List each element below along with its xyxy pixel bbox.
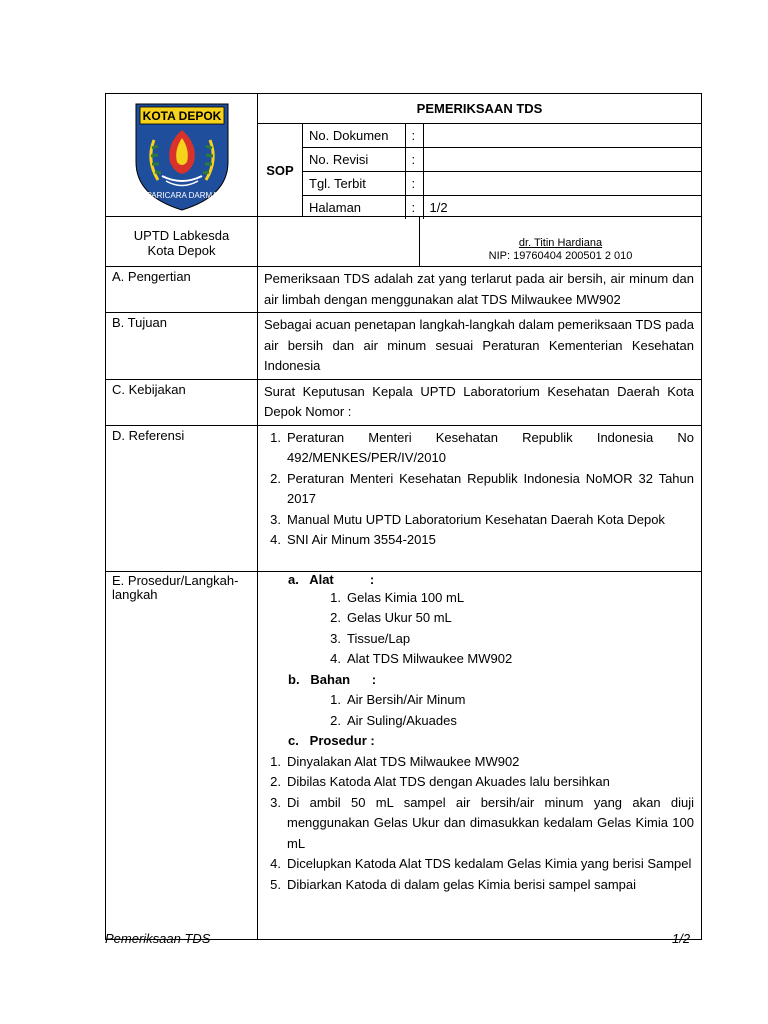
kota-depok-logo — [132, 100, 232, 212]
sop-label: SOP — [258, 124, 303, 216]
meta-label: Halaman — [303, 196, 405, 220]
footer-page-number: 1/2 — [672, 931, 691, 946]
section-label-pengertian: A. Pengertian — [106, 267, 258, 313]
meta-row — [303, 172, 701, 196]
meta-label: Tgl. Terbit — [303, 172, 405, 196]
logo-title-text: KOTA DEPOK — [142, 109, 221, 123]
sop-document — [105, 93, 702, 940]
list-item: 1. Air Bersih/Air Minum — [330, 692, 466, 708]
org-city: Kota Depok — [147, 243, 216, 258]
meta-sep: : — [405, 196, 423, 220]
meta-value — [423, 172, 701, 196]
alat-heading: a. Alat : — [288, 571, 375, 587]
signature-cell — [420, 217, 702, 267]
meta-label: No. Revisi — [303, 148, 405, 172]
bahan-list — [258, 690, 694, 731]
section-text-kebijakan: Surat Keputusan Kepala UPTD Laboratorium Kesehatan Daerah Kota Depok Nomor : — [258, 379, 702, 425]
meta-sep: : — [405, 172, 423, 196]
bahan-heading: b. Bahan : — [288, 671, 377, 687]
meta-value — [423, 124, 701, 148]
signer-nip: NIP: 19760404 200501 2 010 — [488, 250, 633, 262]
list-item: 4. Alat TDS Milwaukee MW902 — [330, 651, 513, 666]
footer-title: Pemeriksaan TDS — [105, 931, 211, 946]
list-item: 3. Manual Mutu UPTD Laboratorium Kesehatan Daerah Kota Depok — [270, 511, 665, 527]
section-prosedur-content — [258, 571, 702, 939]
list-item: 2. Peraturan Menteri Kesehatan Republik Indonesia NoMOR 32 Tahun 2017 — [270, 470, 694, 506]
section-label-kebijakan: C. Kebijakan — [106, 379, 258, 425]
logo-cell — [106, 94, 258, 217]
organization-cell — [106, 217, 258, 267]
list-item: 1. Peraturan Menteri Kesehatan Republik Indonesia No 492/MENKES/PER/IV/2010 — [270, 429, 694, 465]
alat-list — [258, 588, 694, 670]
list-item: 3. Tissue/Lap — [330, 630, 411, 646]
meta-label: No. Dokumen — [303, 124, 405, 148]
list-item: 5. Dibiarkan Katoda di dalam gelas Kimia berisi sampel sampai — [270, 876, 637, 892]
approval-blank-cell — [258, 217, 420, 267]
section-label-prosedur: E. Prosedur/Langkah-langkah — [106, 571, 258, 939]
meta-value: 1/2 — [423, 196, 701, 220]
section-label-referensi: D. Referensi — [106, 425, 258, 571]
meta-row — [303, 124, 701, 148]
meta-sep: : — [405, 124, 423, 148]
list-item: 4. Dicelupkan Katoda Alat TDS kedalam Gelas Kimia yang berisi Sampel — [270, 856, 692, 872]
list-item: 1. Gelas Kimia 100 mL — [330, 589, 465, 605]
list-item: 2. Gelas Ukur 50 mL — [330, 610, 452, 625]
section-referensi-list — [258, 425, 702, 571]
meta-row — [303, 148, 701, 172]
list-item: 4. SNI Air Minum 3554-2015 — [270, 532, 436, 547]
section-label-tujuan: B. Tujuan — [106, 313, 258, 380]
meta-sep: : — [405, 148, 423, 172]
prosedur-heading: c. Prosedur : — [288, 733, 375, 749]
section-text-tujuan: Sebagai acuan penetapan langkah-langkah dalam pemeriksaan TDS pada air bersih dan air minum sesuai Peraturan Kementerian Kesehatan Indonesia — [258, 313, 702, 380]
signer-name: dr. Titin Hardiana — [518, 237, 603, 249]
prosedur-steps — [258, 752, 694, 896]
meta-row — [303, 196, 701, 220]
page-title: PEMERIKSAAN TDS — [258, 94, 701, 124]
org-name: UPTD Labkesda — [133, 228, 230, 243]
list-item: 2. Dibilas Katoda Alat TDS dengan Akuades lalu bersihkan — [270, 774, 610, 790]
list-item: 1. Dinyalakan Alat TDS Milwaukee MW902 — [270, 753, 520, 769]
header-right — [258, 94, 702, 217]
list-item: 3. Di ambil 50 mL sampel air bersih/air minum yang akan diuji menggunakan Gelas Ukur dan dimasukkan kedalam Gelas Kimia 100 mL — [270, 794, 694, 851]
logo-motto-text: PARICARA DARMA — [146, 191, 217, 200]
list-item: 2. Air Suling/Akuades — [330, 712, 457, 728]
section-text-pengertian: Pemeriksaan TDS adalah zat yang terlarut pada air bersih, air minum dan air limbah dengan menggunakan alat TDS Milwaukee MW902 — [258, 267, 702, 313]
document-meta-table — [303, 124, 701, 219]
meta-value — [423, 148, 701, 172]
